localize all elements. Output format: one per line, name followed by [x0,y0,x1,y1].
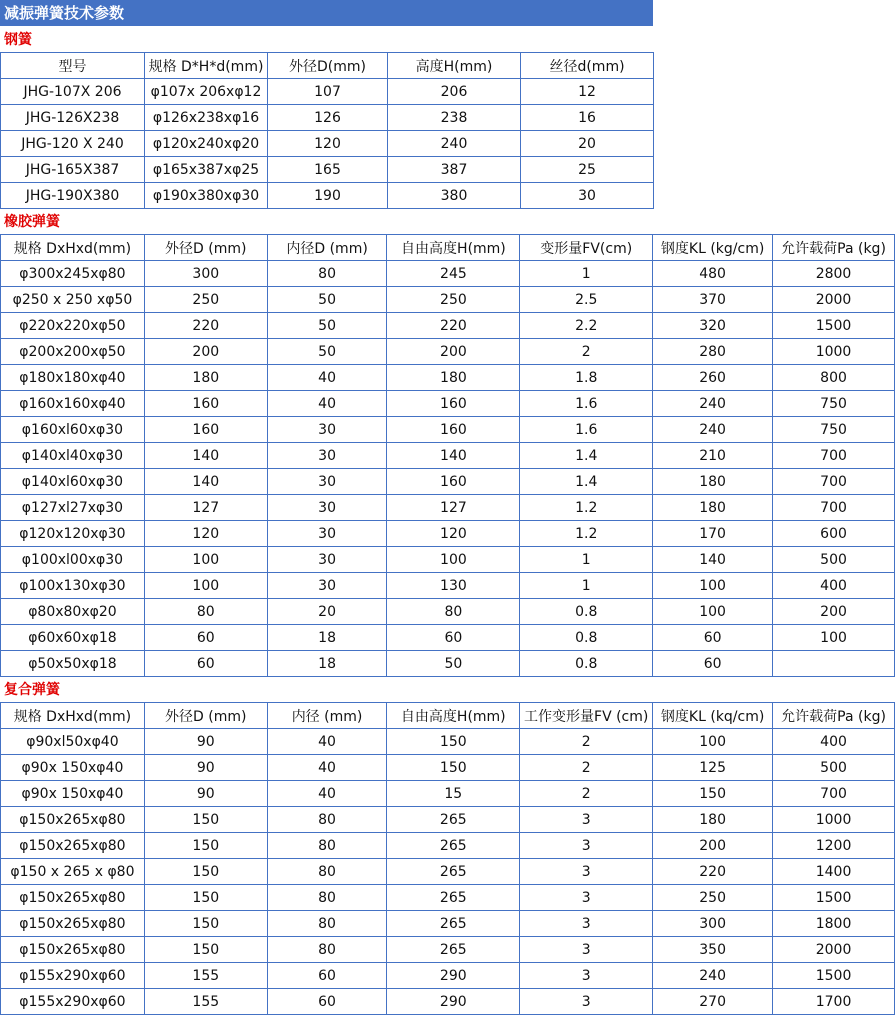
table-cell: φ120x120xφ30 [1,521,145,547]
table-cell: 387 [388,157,521,183]
table-cell: JHG-190X380 [1,183,145,209]
table-cell: 2 [520,339,653,365]
table-cell: 2 [520,755,653,781]
table-cell: 240 [653,963,773,989]
table-cell: φ126x238xφ16 [145,105,268,131]
table-row [1,833,895,859]
column-header: 外径D(mm) [268,53,388,79]
table-cell: 107 [268,79,388,105]
table-cell: 3 [520,807,653,833]
table-cell: 2000 [773,937,895,963]
table-cell: 90 [144,755,267,781]
table-cell: 25 [521,157,654,183]
table-cell: φ90xl50xφ40 [1,729,145,755]
table-cell: 265 [387,859,520,885]
table-cell: φ160xl60xφ30 [1,417,145,443]
table-cell: 700 [773,781,895,807]
table-cell: 30 [267,573,387,599]
table-cell: 500 [773,755,895,781]
table-cell: 265 [387,911,520,937]
table-cell: 12 [521,79,654,105]
table-cell: 265 [387,807,520,833]
table-cell: 155 [144,963,267,989]
table-cell: 126 [268,105,388,131]
table-cell: 150 [144,911,267,937]
table-cell: 100 [144,573,267,599]
table-cell: 30 [267,469,387,495]
table-cell: φ220x220xφ50 [1,313,145,339]
table-cell: 127 [387,495,520,521]
column-header: 变形量FV(cm) [520,235,653,261]
table-cell: 100 [653,573,773,599]
table-row [1,417,895,443]
table-cell: 130 [387,573,520,599]
table-cell: 30 [267,547,387,573]
table-cell: φ90x 150xφ40 [1,755,145,781]
table-cell: 1.2 [520,495,653,521]
table-cell: 160 [387,469,520,495]
table-cell: 220 [144,313,267,339]
table-cell: φ150x265xφ80 [1,807,145,833]
table-cell: 40 [267,391,387,417]
table-cell: 3 [520,911,653,937]
table-cell: 700 [773,495,895,521]
table-cell: φ140xl60xφ30 [1,469,145,495]
table-cell: 1400 [773,859,895,885]
table-cell: 1 [520,573,653,599]
table-cell: 280 [653,339,773,365]
table-cell: φ180x180xφ40 [1,365,145,391]
table-cell: 200 [653,833,773,859]
table-row [1,469,895,495]
table-cell: 150 [144,937,267,963]
table-cell: 250 [387,287,520,313]
table-cell: 1500 [773,313,895,339]
table-cell: 700 [773,469,895,495]
column-header: 型号 [1,53,145,79]
table-cell: 300 [144,261,267,287]
table-cell: 265 [387,885,520,911]
table-cell: φ150 x 265 x φ80 [1,859,145,885]
table-cell: 150 [387,729,520,755]
table-cell: 1.8 [520,365,653,391]
table-cell: 240 [653,417,773,443]
table-cell: 265 [387,937,520,963]
table-cell: 1800 [773,911,895,937]
table-cell: 0.8 [520,651,653,677]
table-cell: 270 [653,989,773,1015]
composite-spring-table [0,702,895,1015]
table-cell: 2000 [773,287,895,313]
table-row [1,443,895,469]
table-cell: 50 [267,339,387,365]
table-header-row [1,703,895,729]
table-cell: φ107x 206xφ12 [145,79,268,105]
column-header: 规格 DxHxd(mm) [1,235,145,261]
table-cell: 165 [268,157,388,183]
table-cell: JHG-107X 206 [1,79,145,105]
table-row [1,547,895,573]
table-cell: φ100xl00xφ30 [1,547,145,573]
table-cell: 1.2 [520,521,653,547]
table-row [1,729,895,755]
table-cell: 500 [773,547,895,573]
table-row [1,105,654,131]
table-cell: 210 [653,443,773,469]
table-cell: 40 [267,729,387,755]
table-cell: 240 [388,131,521,157]
table-cell: 60 [267,989,387,1015]
table-cell: 120 [387,521,520,547]
table-cell: 180 [653,807,773,833]
table-cell: φ160x160xφ40 [1,391,145,417]
table-cell: φ50x50xφ18 [1,651,145,677]
table-cell: 180 [653,469,773,495]
table-row [1,859,895,885]
table-cell: φ100x130xφ30 [1,573,145,599]
table-cell: 0.8 [520,599,653,625]
table-cell [773,651,895,677]
table-cell: 2 [520,781,653,807]
table-cell: 1500 [773,885,895,911]
table-cell: 480 [653,261,773,287]
table-cell: φ200x200xφ50 [1,339,145,365]
column-header: 钢度KL (kg/cm) [653,235,773,261]
table-cell: 140 [144,443,267,469]
table-cell: 300 [653,911,773,937]
section-label-composite: 复合弹簧 [4,682,60,698]
table-cell: 206 [388,79,521,105]
table-cell: 20 [521,131,654,157]
table-cell: 1000 [773,807,895,833]
table-cell: 400 [773,573,895,599]
table-cell: 600 [773,521,895,547]
table-cell: 100 [653,599,773,625]
column-header: 内径D (mm) [267,235,387,261]
steel-spring-table [0,52,654,209]
table-cell: 1500 [773,963,895,989]
column-header: 自由高度H(mm) [387,703,520,729]
table-cell: 180 [387,365,520,391]
table-cell: 700 [773,443,895,469]
table-cell: 3 [520,989,653,1015]
table-cell: 40 [267,781,387,807]
table-cell: 370 [653,287,773,313]
table-cell: 80 [267,911,387,937]
table-cell: 290 [387,963,520,989]
table-cell: 155 [144,989,267,1015]
table-cell: 238 [388,105,521,131]
table-row [1,495,895,521]
table-cell: 0.8 [520,625,653,651]
table-cell: 30 [267,443,387,469]
table-cell: 750 [773,417,895,443]
column-header: 内径 (mm) [267,703,387,729]
table-cell: φ140xl40xφ30 [1,443,145,469]
table-cell: φ90x 150xφ40 [1,781,145,807]
table-cell: 220 [387,313,520,339]
table-cell: 150 [144,859,267,885]
table-cell: 20 [267,599,387,625]
table-cell: φ127xl27xφ30 [1,495,145,521]
table-cell: 150 [387,755,520,781]
table-cell: 3 [520,859,653,885]
table-row [1,625,895,651]
column-header: 允许载荷Pa (kg) [773,235,895,261]
table-row [1,157,654,183]
table-cell: 140 [653,547,773,573]
table-cell: 3 [520,833,653,859]
table-cell: 3 [520,963,653,989]
table-row [1,339,895,365]
table-row [1,885,895,911]
table-cell: 200 [144,339,267,365]
table-cell: 1000 [773,339,895,365]
table-cell: φ150x265xφ80 [1,833,145,859]
section-label-steel: 钢簧 [4,32,32,48]
table-cell: 1.6 [520,391,653,417]
table-cell: 800 [773,365,895,391]
table-cell: 2 [520,729,653,755]
table-cell: 30 [267,521,387,547]
page-title: 减振弹簧技术参数 [0,0,653,26]
table-cell: JHG-165X387 [1,157,145,183]
table-cell: 160 [387,391,520,417]
table-cell: JHG-120 X 240 [1,131,145,157]
table-cell: 80 [267,859,387,885]
table-cell: 250 [653,885,773,911]
table-cell: 1200 [773,833,895,859]
table-cell: 60 [387,625,520,651]
table-cell: φ155x290xφ60 [1,963,145,989]
table-cell: 350 [653,937,773,963]
table-cell: 260 [653,365,773,391]
table-row [1,807,895,833]
table-cell: 160 [144,417,267,443]
table-cell: 100 [144,547,267,573]
table-cell: 180 [653,495,773,521]
table-cell: 30 [267,417,387,443]
table-cell: φ60x60xφ18 [1,625,145,651]
table-cell: 80 [267,833,387,859]
table-header-row [1,53,654,79]
table-cell: 1.4 [520,469,653,495]
table-cell: 80 [267,807,387,833]
table-cell: φ120x240xφ20 [145,131,268,157]
column-header: 规格 D*H*d(mm) [145,53,268,79]
table-cell: JHG-126X238 [1,105,145,131]
table-cell: 160 [387,417,520,443]
table-row [1,755,895,781]
table-cell: 190 [268,183,388,209]
table-cell: 150 [144,833,267,859]
table-row [1,781,895,807]
table-cell: 40 [267,365,387,391]
table-cell: 18 [267,625,387,651]
table-cell: 60 [267,963,387,989]
column-header: 规格 DxHxd(mm) [1,703,145,729]
table-cell: φ155x290xφ60 [1,989,145,1015]
table-cell: 1 [520,547,653,573]
table-cell: 100 [653,729,773,755]
table-cell: 220 [653,859,773,885]
table-cell: 1 [520,261,653,287]
table-cell: 750 [773,391,895,417]
table-cell: 150 [144,807,267,833]
table-cell: 380 [388,183,521,209]
table-cell: 290 [387,989,520,1015]
column-header: 自由高度H(mm) [387,235,520,261]
table-row [1,183,654,209]
table-cell: 245 [387,261,520,287]
table-row [1,391,895,417]
table-cell: 60 [653,625,773,651]
table-cell: φ250 x 250 xφ50 [1,287,145,313]
table-row [1,365,895,391]
column-header: 丝径d(mm) [521,53,654,79]
table-cell: 160 [144,391,267,417]
table-cell: 80 [267,885,387,911]
table-cell: 120 [268,131,388,157]
table-cell: 80 [267,261,387,287]
table-row [1,937,895,963]
table-cell: 60 [144,651,267,677]
table-cell: 200 [773,599,895,625]
table-cell: 30 [521,183,654,209]
table-row [1,651,895,677]
table-cell: 140 [387,443,520,469]
table-cell: 16 [521,105,654,131]
rubber-spring-table [0,234,895,677]
table-cell: φ190x380xφ30 [145,183,268,209]
table-cell: 2.5 [520,287,653,313]
table-cell: φ150x265xφ80 [1,937,145,963]
table-row [1,989,895,1015]
table-cell: φ80x80xφ20 [1,599,145,625]
table-cell: 90 [144,729,267,755]
table-cell: 1.4 [520,443,653,469]
table-cell: φ300x245xφ80 [1,261,145,287]
column-header: 工作变形量FV (cm) [520,703,653,729]
table-cell: 15 [387,781,520,807]
table-cell: 200 [387,339,520,365]
table-row [1,261,895,287]
column-header: 钢度KL (kq/cm) [653,703,773,729]
table-row [1,599,895,625]
table-cell: 50 [387,651,520,677]
table-cell: 40 [267,755,387,781]
table-row [1,963,895,989]
table-cell: 90 [144,781,267,807]
table-cell: φ150x265xφ80 [1,885,145,911]
table-cell: 3 [520,937,653,963]
table-cell: 265 [387,833,520,859]
section-label-rubber: 橡胶弹簧 [4,214,60,230]
table-cell: 100 [387,547,520,573]
table-cell: 1700 [773,989,895,1015]
table-header-row [1,235,895,261]
column-header: 外径D (mm) [144,703,267,729]
table-cell: 2.2 [520,313,653,339]
table-cell: 170 [653,521,773,547]
table-cell: 400 [773,729,895,755]
table-cell: 125 [653,755,773,781]
table-row [1,911,895,937]
table-row [1,573,895,599]
column-header: 外径D (mm) [144,235,267,261]
table-cell: 120 [144,521,267,547]
table-cell: 30 [267,495,387,521]
table-row [1,287,895,313]
table-cell: 18 [267,651,387,677]
table-cell: 1.6 [520,417,653,443]
column-header: 允许载荷Pa (kg) [773,703,895,729]
table-cell: 127 [144,495,267,521]
table-cell: 180 [144,365,267,391]
table-cell: 240 [653,391,773,417]
table-cell: 60 [144,625,267,651]
table-row [1,313,895,339]
table-row [1,131,654,157]
table-cell: 80 [387,599,520,625]
table-cell: 3 [520,885,653,911]
table-cell: 50 [267,287,387,313]
table-cell: 150 [653,781,773,807]
table-cell: 80 [267,937,387,963]
table-row [1,79,654,105]
table-cell: 100 [773,625,895,651]
table-cell: φ150x265xφ80 [1,911,145,937]
table-cell: 2800 [773,261,895,287]
table-cell: 320 [653,313,773,339]
table-cell: 50 [267,313,387,339]
table-cell: 250 [144,287,267,313]
table-row [1,521,895,547]
column-header: 高度H(mm) [388,53,521,79]
table-cell: φ165x387xφ25 [145,157,268,183]
table-cell: 80 [144,599,267,625]
table-cell: 140 [144,469,267,495]
table-cell: 150 [144,885,267,911]
table-cell: 60 [653,651,773,677]
